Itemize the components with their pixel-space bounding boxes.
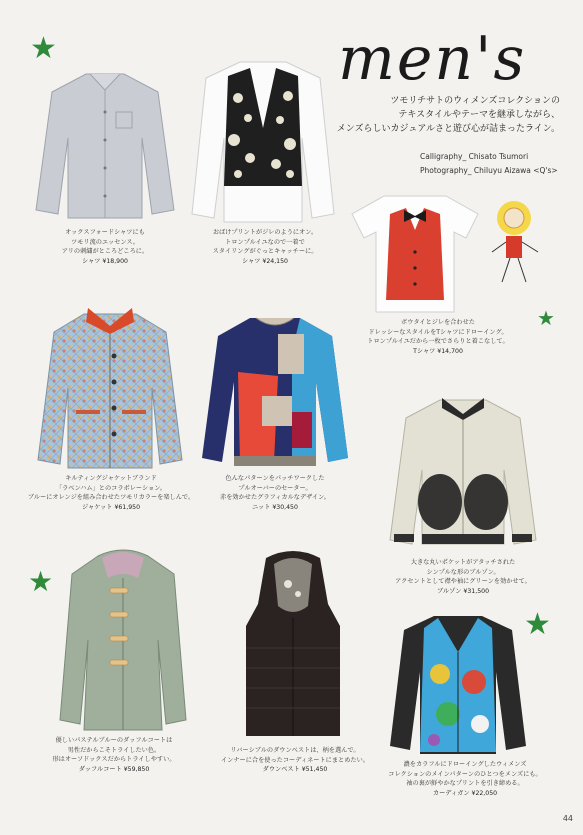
pocket-blouson-image bbox=[388, 394, 538, 554]
item-caption: 大きな丸いポケットがアタッチされた シンプルな形のブルゾン。 アクセントとして襟や袖にグリーンを効かせて。 ブルゾン ¥31,500 bbox=[378, 558, 548, 596]
intro-line: ツモリチサトのウィメンズコレクションの bbox=[390, 96, 560, 106]
oxford-shirt-image bbox=[34, 68, 176, 220]
credit-calligraphy: Calligraphy_ Chisato Tsumori bbox=[420, 152, 529, 161]
star-icon: ★ bbox=[524, 607, 551, 642]
patchwork-sweater-image bbox=[200, 312, 350, 468]
character-drawing-icon bbox=[486, 196, 548, 288]
quilted-jacket-image bbox=[36, 304, 184, 470]
item-caption: ボウタイとジレを合わせた ドレッシーなスタイルをTシャツにドローイング。 トロンプルイユだから一枚でさらりと着こなして。 Tシャツ ¥14,700 bbox=[348, 318, 528, 356]
intro-line: テキスタイルやテーマを継承しながら、 bbox=[398, 110, 560, 120]
credit-photography: Photography_ Chiluyu Aizawa <Q's> bbox=[420, 166, 558, 175]
item-caption: オックスフォードシャツにも ツモリ流のエッセンス。 アリの刺繍がところどころに。 シャツ ¥18,900 bbox=[20, 228, 190, 266]
intro-line: メンズらしいカジュアルさと遊び心が詰まったライン。 bbox=[336, 124, 560, 134]
item-caption: 濃をカラフルにドローイングしたウィメンズ コレクションのメインパターンのひとつをメンズにも。 袖の裏が鮮やかなプリントを引き締める。 カーディガン ¥22,050 bbox=[370, 760, 560, 798]
down-vest-image bbox=[236, 548, 350, 742]
item-price: ジャケット ¥61,950 bbox=[81, 503, 141, 511]
item-price: ブルゾン ¥31,500 bbox=[436, 587, 490, 595]
bowtie-tee-image bbox=[350, 192, 480, 314]
page-title: men's bbox=[338, 24, 527, 94]
item-price: Tシャツ ¥14,700 bbox=[413, 347, 463, 355]
item-caption: 優しいパステルブルーのダッフルコートは 男性だからこそトライしたい色。 形はオーソドックスだからトライしやすい。 ダッフルコート ¥59,850 bbox=[24, 736, 204, 774]
duffle-coat-image bbox=[58, 544, 188, 732]
item-price: ニット ¥30,450 bbox=[252, 503, 298, 511]
item-caption: 色んなパターンをパッチワークした プルオーバーのセーター。 赤を効かせたグラフィカルなデザイン。 ニット ¥30,450 bbox=[195, 474, 355, 512]
item-price: ダッフルコート ¥59,850 bbox=[78, 765, 150, 773]
star-icon: ★ bbox=[537, 306, 555, 330]
intro-text bbox=[320, 94, 560, 136]
item-caption: おばけプリントがジレのようにオン。 トロンプルイユなので一着で スタイリングがぐっとキャッチーに。 シャツ ¥24,150 bbox=[185, 228, 345, 266]
item-caption: リバーシブルのダウンベストは、柄を選んで。 インナーに合を使ったコーディネートにまとめたい。 ダウンベスト ¥51,450 bbox=[210, 746, 380, 775]
print-cardigan-image bbox=[388, 612, 528, 756]
item-price: シャツ ¥18,900 bbox=[82, 257, 128, 265]
star-icon: ★ bbox=[30, 31, 57, 66]
item-price: シャツ ¥24,150 bbox=[242, 257, 288, 265]
item-caption: キルティングジャケットブランド 「ラベンハム」とのコラボレーション。 ブルーにオレンジを組み合わせたツモリカラーを楽しんで。 ジャケット ¥61,950 bbox=[20, 474, 202, 512]
print-vest-shirt-image bbox=[190, 58, 336, 224]
credits bbox=[420, 150, 568, 178]
page-number: 44 bbox=[562, 814, 573, 823]
star-icon: ★ bbox=[28, 565, 54, 598]
item-price: ダウンベスト ¥51,450 bbox=[262, 766, 328, 773]
item-price: カーディガン ¥22,050 bbox=[432, 789, 498, 797]
